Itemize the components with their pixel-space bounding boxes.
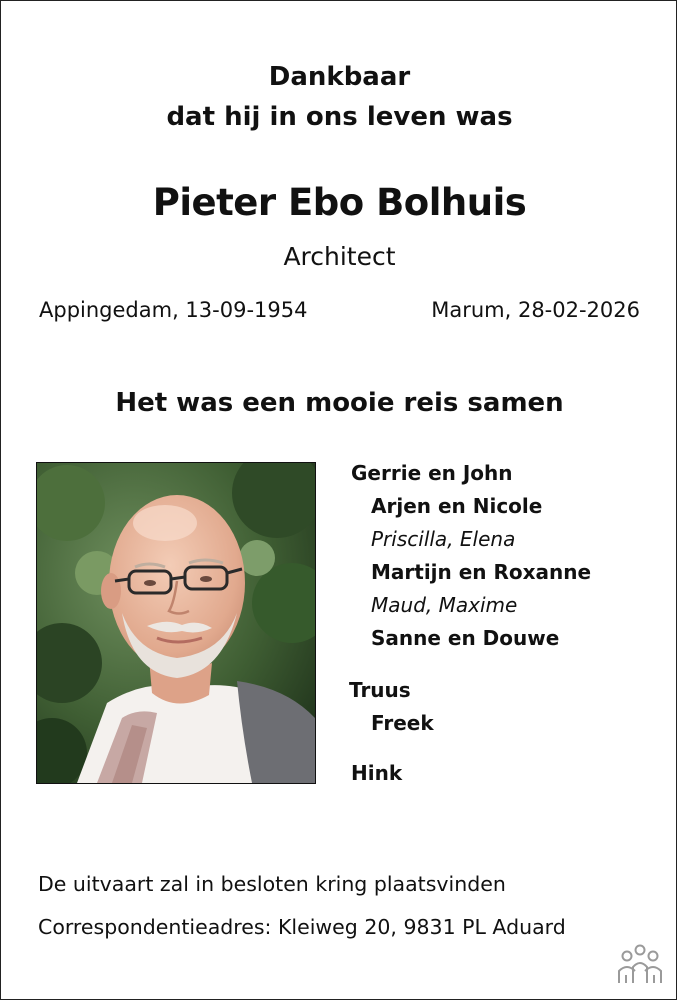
family-member-line: Sanne en Douwe: [371, 626, 560, 650]
thanks-heading-line1: Dankbaar: [268, 62, 411, 92]
death-place-date: Marum, 28-02-2026: [431, 298, 640, 322]
funeral-notice: De uitvaart zal in besloten kring plaatsvinden: [38, 872, 506, 896]
family-member-line: Maud, Maxime: [371, 593, 518, 617]
thanks-heading-line2: dat hij in ons leven was: [166, 102, 513, 132]
family-member-line: Freek: [371, 711, 434, 735]
deceased-name: Pieter Ebo Bolhuis: [152, 181, 527, 224]
portrait-photo: [36, 462, 316, 784]
correspondence-address: Correspondentieadres: Kleiweg 20, 9831 PL Aduard: [38, 915, 566, 939]
deceased-profession: Architect: [283, 242, 396, 271]
family-member-line: Gerrie en John: [351, 461, 513, 485]
family-member-line: Hink: [351, 761, 403, 785]
birth-place-date: Appingedam, 13-09-1954: [39, 298, 308, 322]
family-member-line: Martijn en Roxanne: [371, 560, 592, 584]
motto-text: Het was een mooie reis samen: [115, 388, 564, 418]
portrait-photo-drawing: [37, 463, 315, 783]
family-member-line: Priscilla, Elena: [371, 527, 516, 551]
family-people-icon: [615, 943, 665, 991]
family-member-line: Truus: [349, 678, 411, 702]
family-member-line: Arjen en Nicole: [371, 494, 543, 518]
